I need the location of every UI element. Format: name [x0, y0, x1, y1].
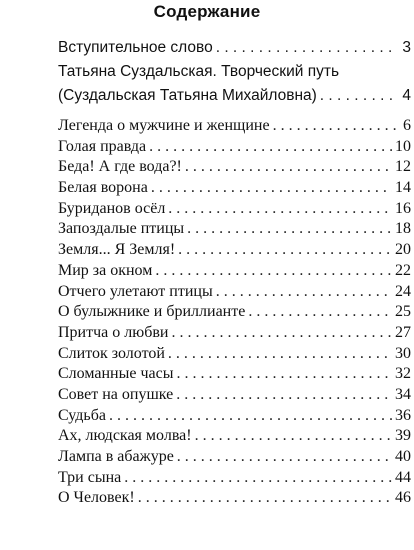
toc-entry: [58, 116, 411, 137]
toc-entry-title: Татьяна Суздальская. Творческий путь: [58, 63, 340, 80]
toc-leader-dots: [155, 261, 392, 282]
toc-entry: [58, 344, 411, 365]
toc-entry-page: 14: [395, 179, 411, 197]
toc-leader-dots: [195, 426, 392, 447]
toc-entry-continuation: [58, 84, 411, 108]
toc-entry-title: Земля... Я Земля!: [58, 241, 176, 259]
toc-leader-dots: [320, 84, 398, 108]
toc-leader-dots: [176, 385, 392, 406]
toc-entry-page: 36: [395, 406, 411, 424]
toc-entry-page: 30: [395, 344, 411, 362]
toc-entry-page: 32: [395, 365, 411, 383]
toc-entry-title: Голая правда: [58, 137, 147, 155]
toc-entry-page: 20: [395, 241, 411, 259]
toc-entry: [58, 468, 411, 489]
toc-entry-title: Совет на опушке: [58, 385, 174, 403]
toc-leader-dots: [178, 240, 392, 261]
page-title: Содержание: [153, 2, 261, 21]
toc-entry-title: Вступительное слово: [58, 39, 213, 56]
toc-leader-dots: [273, 116, 398, 137]
toc-leader-dots: [151, 178, 392, 199]
toc-entry: [58, 364, 411, 385]
toc-entry-title-cont: (Суздальская Татьяна Михайловна): [58, 87, 317, 104]
toc-entry-page: 18: [395, 220, 411, 238]
toc-entry-title: Отчего улетают птицы: [58, 282, 213, 300]
toc-entry-title: О булыжнике и бриллианте: [58, 303, 246, 321]
toc-entry: [58, 137, 411, 158]
toc-entry: [58, 178, 411, 199]
toc-entry-title: Буриданов осёл: [58, 199, 166, 217]
toc-entry-title: Легенда о мужчине и женщине: [58, 117, 270, 134]
toc-entry-title: Притча о любви: [58, 323, 169, 341]
toc-entry: [58, 488, 411, 509]
toc-leader-dots: [168, 199, 392, 220]
toc-entry-page: 34: [395, 385, 411, 403]
toc-entry-page: 46: [395, 489, 411, 507]
toc-entry-title: Сломанные часы: [58, 365, 174, 383]
toc-entry-title: Слиток золотой: [58, 344, 165, 362]
toc-leader-dots: [185, 157, 392, 178]
toc-leader-dots: [171, 323, 392, 344]
toc-leader-dots: [216, 282, 392, 303]
toc-leader-dots: [138, 488, 392, 509]
toc-entry-page: 39: [395, 427, 411, 445]
toc-entry: [58, 261, 411, 282]
toc-entry-title: Три сына: [58, 468, 122, 486]
toc-entry: [58, 60, 411, 104]
toc-entry-title: Мир за окном: [58, 261, 153, 279]
toc-entry-page: 25: [395, 303, 411, 321]
toc-entry-page: 3: [402, 39, 411, 56]
toc-entry-title: О Человек!: [58, 489, 135, 507]
toc-entry-page: 6: [403, 117, 411, 134]
toc-leader-dots: [187, 219, 392, 240]
toc-entry-title: Запоздалые птицы: [58, 220, 185, 238]
toc-main-list: [58, 116, 411, 509]
toc-entry-page: 16: [395, 199, 411, 217]
toc-entry-page: 22: [395, 261, 411, 279]
toc-entry: [58, 219, 411, 240]
toc-leader-dots: [168, 344, 392, 365]
toc-entry-title: Ах, людская молва!: [58, 427, 192, 445]
toc-entry: [58, 385, 411, 406]
toc-entry: [58, 447, 411, 468]
toc-leader-dots: [216, 36, 398, 60]
toc-entry: [58, 199, 411, 220]
toc-leader-dots: [177, 447, 392, 468]
toc-entry-page: 12: [395, 158, 411, 176]
toc-entry: [58, 157, 411, 178]
toc-entry-title: Белая ворона: [58, 179, 148, 197]
toc-entry-title: Лампа в абажуре: [58, 448, 174, 465]
toc-leader-dots: [176, 364, 392, 385]
toc-entry-page: 27: [395, 323, 411, 341]
toc-entry: [58, 406, 411, 427]
toc-entry: [58, 282, 411, 303]
toc-entry: [58, 36, 411, 60]
toc-entry: [58, 426, 411, 447]
toc-entry-page: 24: [395, 282, 411, 300]
toc-leader-dots: [248, 302, 392, 323]
toc-entry: [58, 302, 411, 323]
toc-front-matter: [58, 36, 411, 104]
toc-leader-dots: [149, 137, 392, 158]
toc-entry-page: 40: [395, 448, 411, 465]
toc-leader-dots: [124, 468, 392, 489]
toc-entry-title: Судьба: [58, 406, 106, 424]
toc-entry-title: Беда! А где вода?!: [58, 158, 182, 176]
toc-entry-page: 4: [402, 87, 411, 104]
toc-entry-page: 10: [395, 137, 411, 155]
toc-entry: [58, 323, 411, 344]
toc-entry-page: 44: [395, 468, 411, 486]
toc-leader-dots: [109, 406, 392, 427]
toc-entry: [58, 240, 411, 261]
